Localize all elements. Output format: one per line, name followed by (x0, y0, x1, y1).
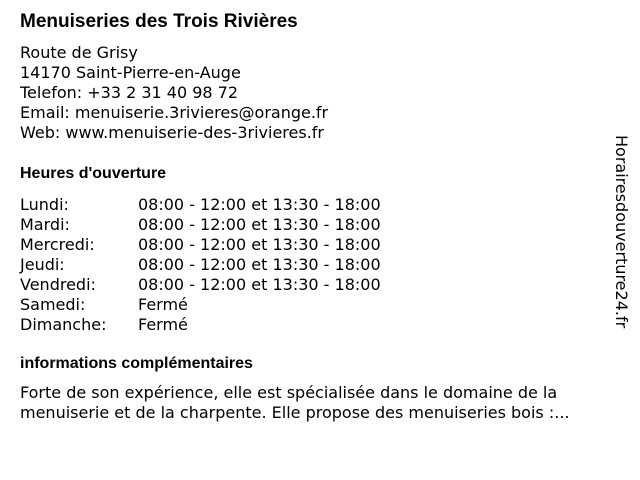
hours-row-tuesday (20, 215, 440, 235)
hours-row-friday (20, 275, 440, 295)
website: Web: www.menuiserie-des-3rivieres.fr (20, 123, 324, 142)
phone-number: Telefon: +33 2 31 40 98 72 (20, 83, 239, 102)
info-line-2: menuiserie et de la charpente. Elle propose des menuiseries bois :... (20, 403, 570, 422)
day-hours: Fermé (138, 295, 188, 314)
business-name: Menuiseries des Trois Rivières (20, 11, 298, 32)
hours-row-monday (20, 195, 440, 215)
day-hours: Fermé (138, 315, 188, 334)
day-label: Lundi: (20, 195, 69, 214)
additional-info-text (20, 383, 620, 423)
additional-info-heading: informations complémentaires (20, 355, 253, 372)
day-hours: 08:00 - 12:00 et 13:30 - 18:00 (138, 255, 381, 274)
email-address: Email: menuiserie.3rivieres@orange.fr (20, 103, 329, 122)
info-line-1: Forte de son expérience, elle est spécialisée dans le domaine de la (20, 383, 558, 402)
day-label: Dimanche: (20, 315, 107, 334)
hours-row-wednesday (20, 235, 440, 255)
day-hours: 08:00 - 12:00 et 13:30 - 18:00 (138, 235, 381, 254)
hours-row-thursday (20, 255, 440, 275)
contact-block (20, 43, 328, 143)
street-address: Route de Grisy (20, 43, 138, 62)
opening-hours-heading: Heures d'ouverture (20, 165, 167, 182)
hours-row-sunday (20, 315, 440, 335)
day-hours: 08:00 - 12:00 et 13:30 - 18:00 (138, 215, 381, 234)
hours-row-saturday (20, 295, 440, 315)
day-label: Vendredi: (20, 275, 96, 294)
opening-hours-table (20, 195, 440, 335)
day-hours: 08:00 - 12:00 et 13:30 - 18:00 (138, 275, 381, 294)
day-label: Samedi: (20, 295, 86, 314)
site-watermark: Horairesdouverture24.fr (612, 135, 631, 329)
day-label: Jeudi: (20, 255, 65, 274)
city-postcode: 14170 Saint-Pierre-en-Auge (20, 63, 241, 82)
day-label: Mercredi: (20, 235, 95, 254)
day-label: Mardi: (20, 215, 70, 234)
day-hours: 08:00 - 12:00 et 13:30 - 18:00 (138, 195, 381, 214)
